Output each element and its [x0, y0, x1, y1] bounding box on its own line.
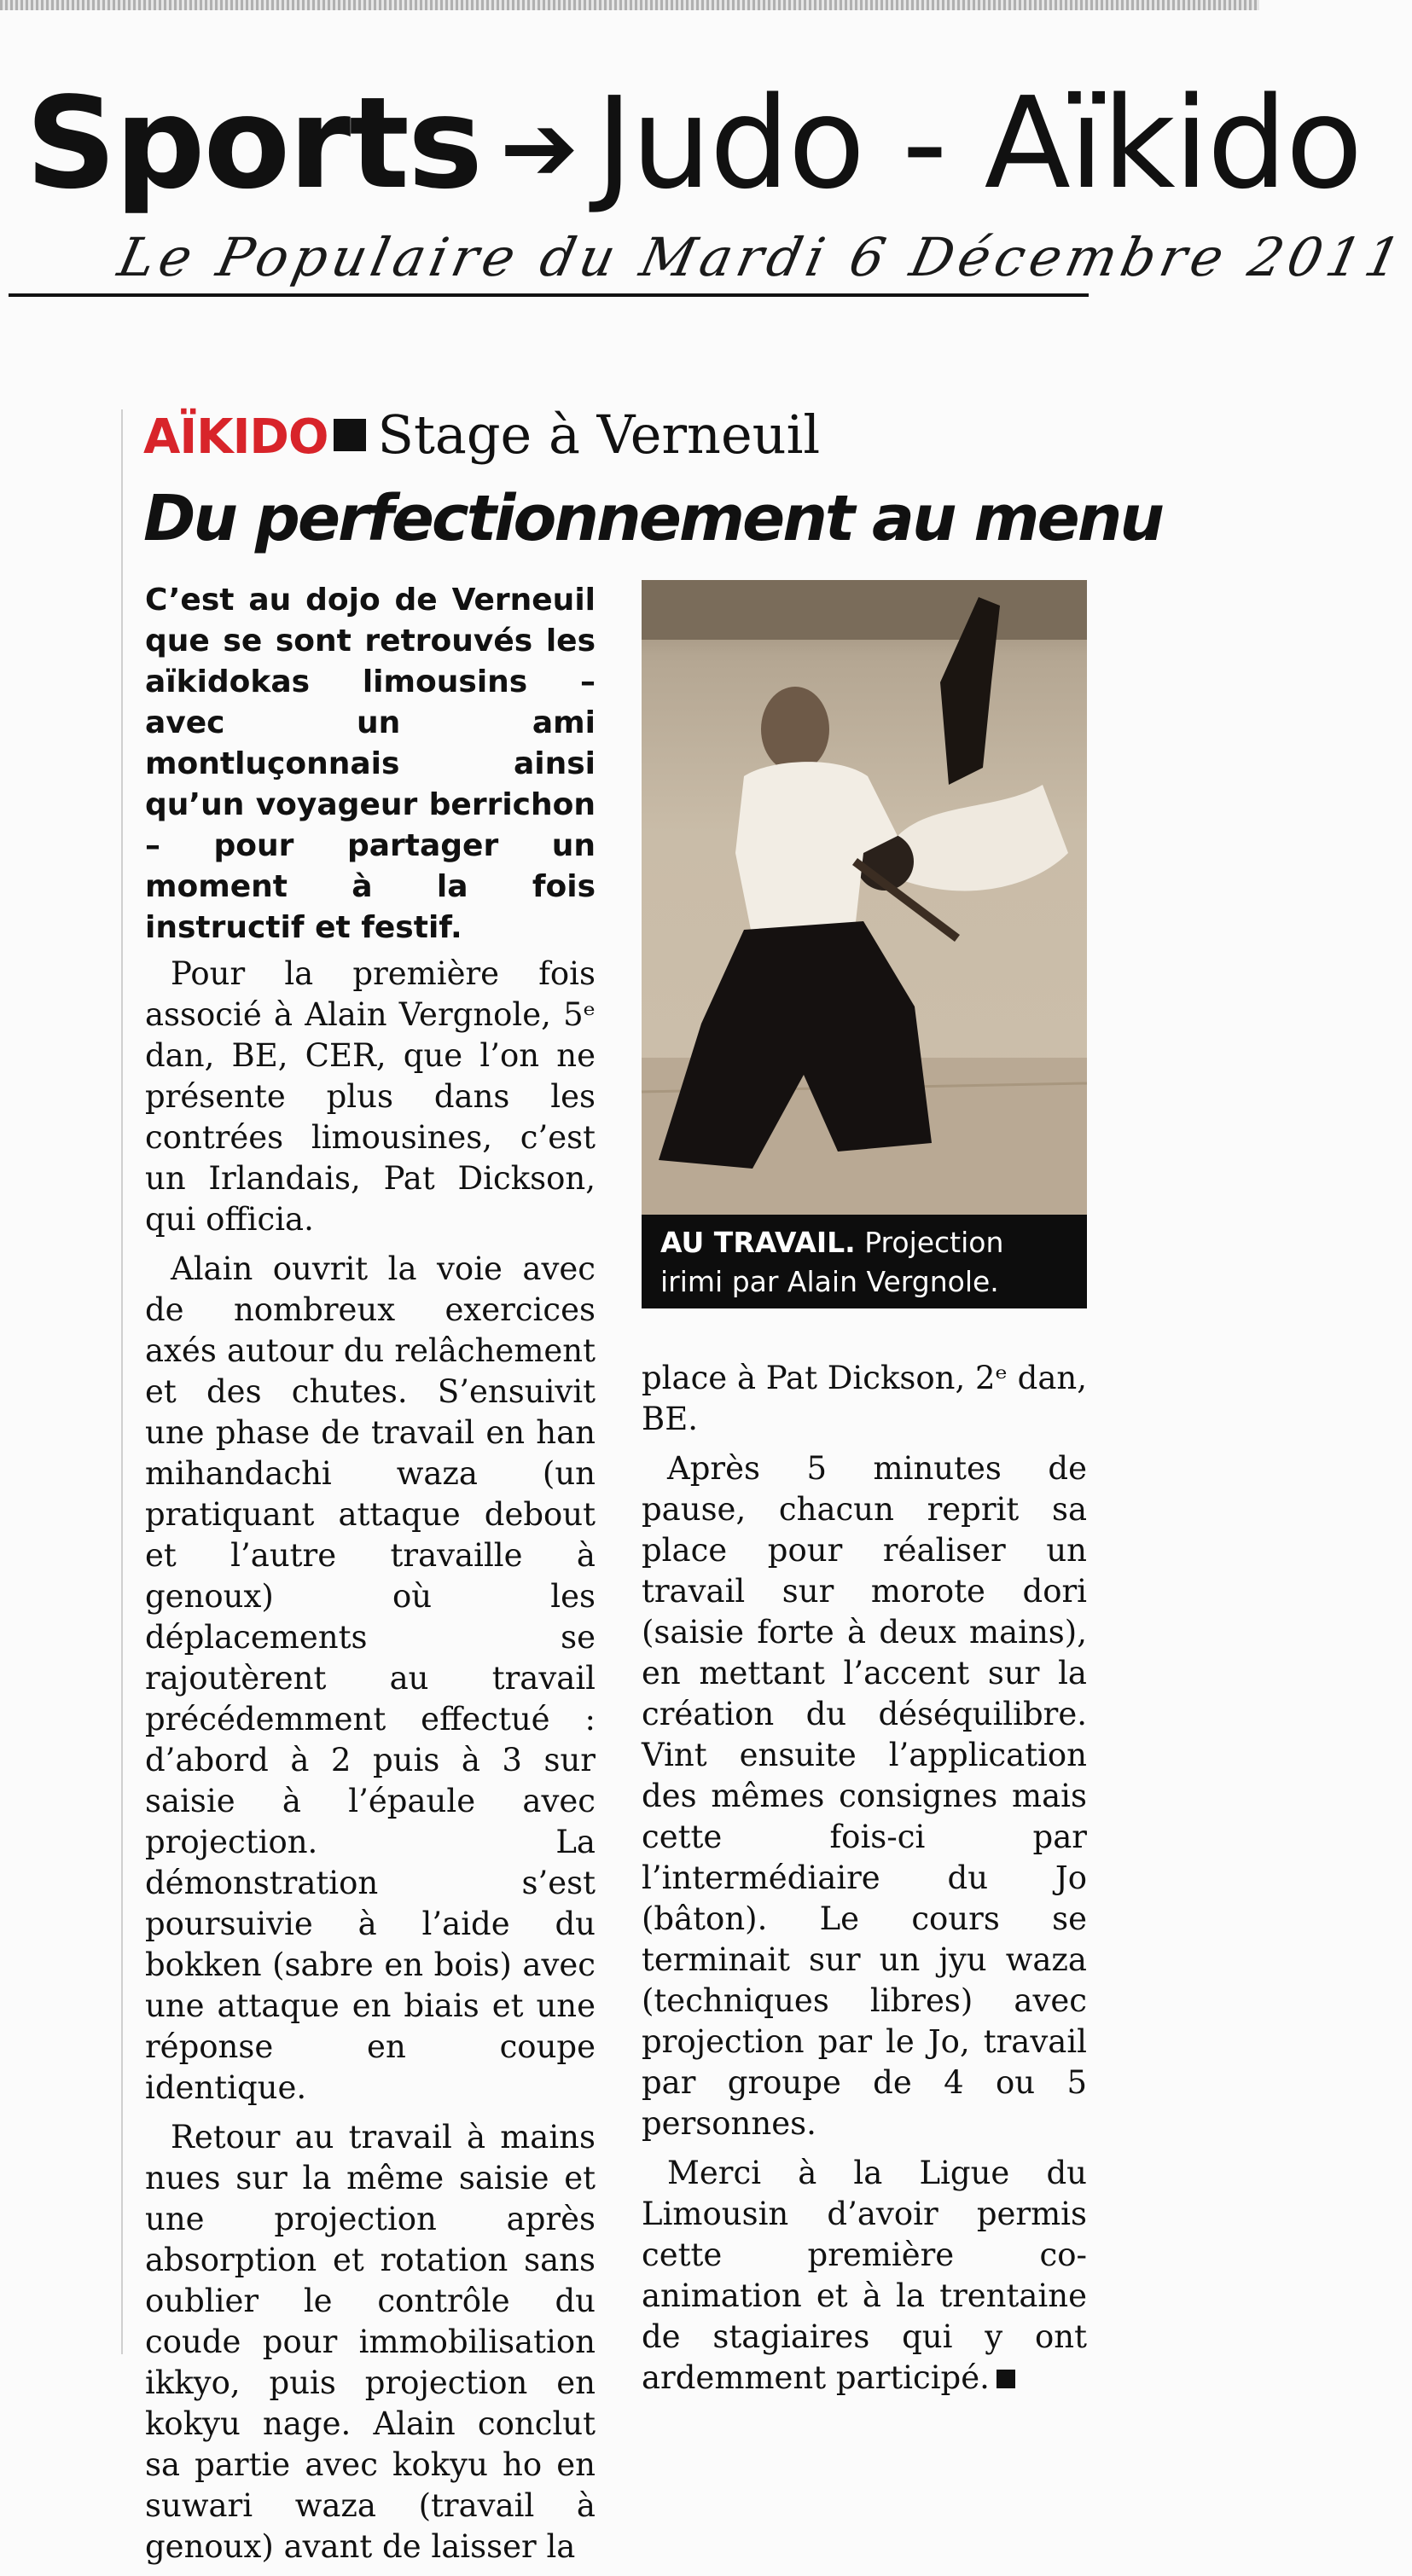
subsection-label: Judo - Aïkido	[596, 70, 1362, 217]
article-subtitle: Stage à Verneuil	[377, 403, 821, 466]
article-paragraph: Retour au travail à mains nues sur la même saisie et une projection après absorption et rotation sans oublier le contrôle du coude pour immobilisation ikkyo, puis projection en kokyu nage. Alain conclut sa partie avec kokyu ho en suwari waza (travail à genoux) avant de laisser la	[145, 2119, 596, 2565]
caption-text: Projection irimi par Alain Vergnole.	[660, 1226, 1004, 1298]
article-paragraph-final	[642, 2153, 1087, 2399]
article-column-right	[642, 1358, 1087, 2407]
article-paragraph: Après 5 minutes de pause, chacun reprit sa place pour réaliser un travail sur morote dori (saisie forte à deux mains), en mettant l’accent sur la création du déséquilibre. Vint ensuite l’application des mêmes consignes mais cette fois-ci par l’intermédiaire du Jo (bâton). Le cours se terminait sur un jyu waza (techniques libres) avec projection par le Jo, travail par groupe de 4 ou 5 personnes.	[642, 1450, 1087, 2142]
square-bullet-icon	[334, 419, 366, 451]
article-closing-text: Merci à la Ligue du Limousin d’avoir permis cette première co-animation et à la trentaine de stagiaires qui y ont ardemment participé.	[642, 2155, 1087, 2396]
article-paragraph: Pour la première fois associé à Alain Vergnole, 5ᵉ dan, BE, CER, que l’on ne présente plus dans les contrées limousines, c’est un Irlandais, Pat Dickson, qui officia.	[145, 955, 596, 1238]
article-lede: C’est au dojo de Verneuil que se sont retrouvés les aïkidokas limousins – avec un ami montluçonnais ainsi qu’un voyageur berrichon – pour partager un moment à la fois instructif et festif.	[145, 583, 596, 945]
article-paragraph: Alain ouvrit la voie avec de nombreux exercices axés autour du relâchement et des chutes. S’ensuivit une phase de travail en han mihandachi waza (un pratiquant attaque debout et l’autre travaille à genoux) où les déplacements se rajoutèrent au travail précédemment effectué : d’abord à 2 puis à 3 sur saisie à l’épaule avec projection. La démonstration s’est poursuivie à l’aide du bokken (sabre en bois) avec une attaque en biais et une réponse en coupe identique.	[145, 1250, 596, 2106]
caption-lead: AU TRAVAIL.	[660, 1226, 856, 1259]
article-headline: Du perfectionnement au menu	[143, 482, 1163, 555]
column-divider	[121, 409, 123, 2354]
article-column-left	[145, 580, 596, 2576]
article-paragraph: place à Pat Dickson, 2ᵉ dan, BE.	[642, 1360, 1087, 1437]
article-category: AÏKIDO	[143, 409, 328, 465]
page-top-border	[0, 0, 1259, 10]
arrow-right-icon: ➔	[500, 93, 578, 202]
section-header	[26, 67, 1362, 220]
handwritten-note: Le Populaire du Mardi 6 Décembre 2011	[113, 226, 1412, 288]
article-photo	[642, 580, 1087, 1215]
photo-caption	[642, 1215, 1087, 1308]
header-divider	[9, 293, 1089, 297]
aikido-photo-illustration	[642, 580, 1087, 1215]
article-kicker	[143, 401, 820, 469]
section-label: Sports	[26, 70, 482, 217]
end-of-article-icon	[997, 2370, 1015, 2388]
